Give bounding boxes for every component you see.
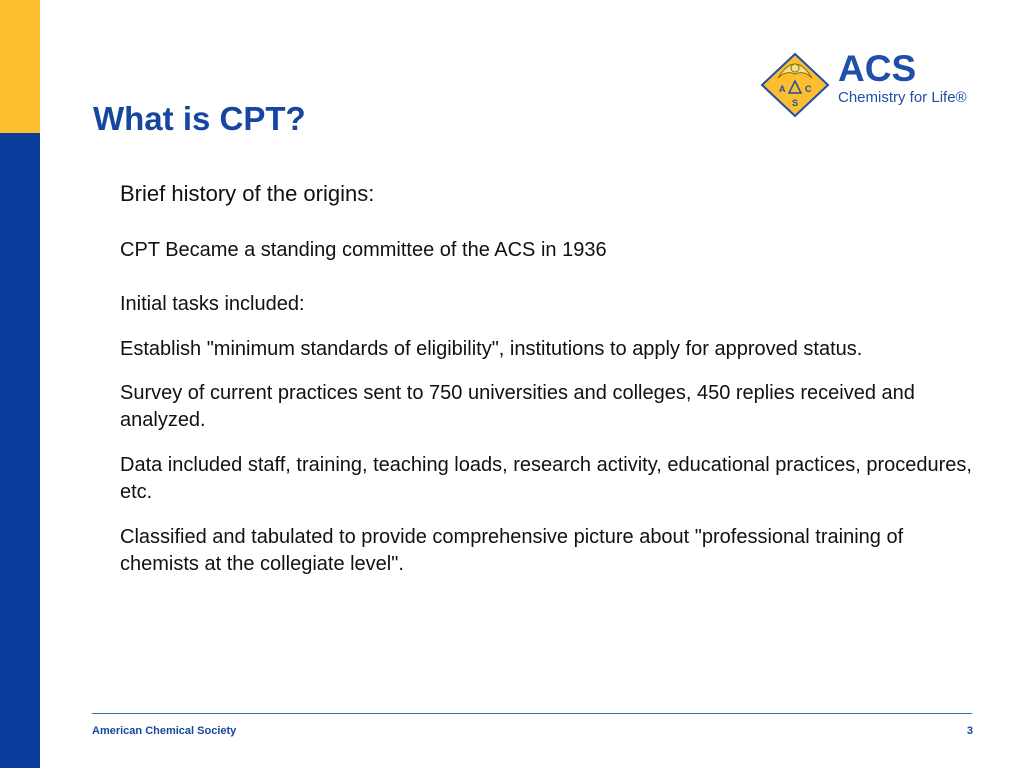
body-paragraph: Survey of current practices sent to 750 universities and colleges, 450 replies received and analyzed. [120, 382, 915, 431]
logo-tagline: Chemistry for Life® [838, 89, 967, 106]
acs-logo [758, 48, 973, 122]
footer-organization: American Chemical Society [92, 725, 237, 737]
body-paragraph: Data included staff, training, teaching loads, research activity, educational practices, procedures, etc. [120, 454, 972, 503]
logo-wordmark: ACS [838, 48, 917, 89]
footer-divider [92, 713, 972, 714]
left-accent-gold-block [0, 0, 40, 133]
acs-seal-icon [758, 48, 832, 122]
slide-title: What is CPT? [93, 100, 306, 137]
body-paragraph: CPT Became a standing committee of the ACS in 1936 [120, 239, 607, 261]
svg-text:C: C [805, 84, 812, 94]
page-number: 3 [966, 725, 973, 737]
svg-text:S: S [792, 98, 799, 108]
body-heading: Brief history of the origins: [120, 181, 375, 206]
body-paragraph: Classified and tabulated to provide comprehensive picture about "professional training of chemists at the collegiate level". [120, 526, 904, 575]
body-paragraph: Initial tasks included: [120, 293, 305, 315]
svg-text:A: A [779, 84, 786, 94]
body-paragraph: Establish "minimum standards of eligibility", institutions to apply for approved status. [120, 338, 863, 360]
